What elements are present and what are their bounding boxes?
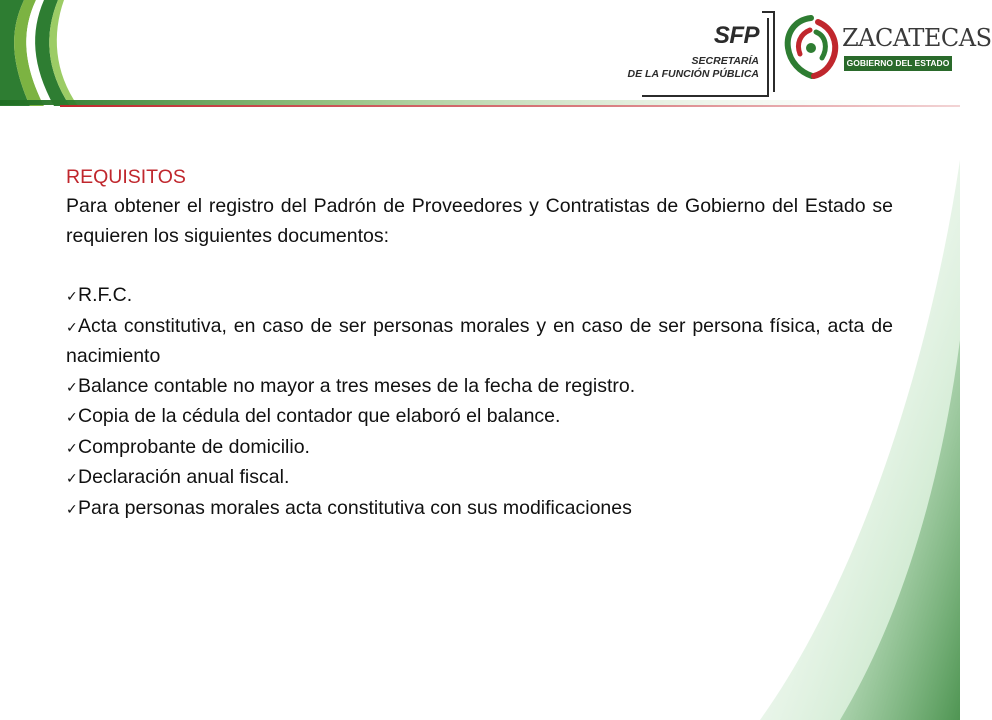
list-item [66,494,893,525]
sfp-title: SFP [713,22,759,49]
list-item [66,463,893,494]
list-item-text: Balance contable no mayor a tres meses de la fecha de registro. [78,374,636,397]
header-divider [0,100,960,108]
intro-paragraph: Para obtener el registro del Padrón de Proveedores y Contratistas de Gobierno del Estado se requieren los siguientes documentos: [66,195,893,247]
sfp-logo [628,8,778,98]
requirements-list [66,281,893,524]
list-item [66,281,893,312]
sfp-subtitle-line1: SECRETARÍA [691,55,759,67]
list-item-text: Declaración anual fiscal. [78,466,290,488]
requirements-section [66,163,893,524]
list-item [66,312,893,372]
check-icon: ✓ [66,378,78,395]
list-item [66,402,893,433]
list-item [66,433,893,464]
list-item [66,372,893,403]
check-icon: ✓ [66,409,78,425]
zacatecas-subtitle: GOBIERNO DEL ESTADO [844,56,952,71]
section-heading: REQUISITOS [66,166,186,188]
list-item-text: R.F.C. [78,284,133,306]
check-icon: ✓ [66,500,78,517]
decorative-ribbon-left [0,0,80,106]
list-item-text: Copia de la cédula del contador que elaboró el balance. [78,405,561,427]
zacatecas-logo [780,12,992,90]
check-icon: ✓ [66,318,78,335]
list-item-text: Para personas morales acta constitutiva con sus modificaciones [78,496,632,519]
sfp-subtitle-line2: DE LA FUNCIÓN PÚBLICA [627,68,759,80]
check-icon: ✓ [66,470,78,486]
zacatecas-name: ZACATECAS [842,24,992,52]
check-icon: ✓ [66,439,78,456]
check-icon: ✓ [66,288,78,304]
list-item-text: Comprobante de domicilio. [78,435,310,458]
zacatecas-emblem-icon [780,12,842,84]
list-item-text: Acta constitutiva, en caso de ser personas morales y en caso de ser persona física, acta de nacimiento [66,314,893,367]
